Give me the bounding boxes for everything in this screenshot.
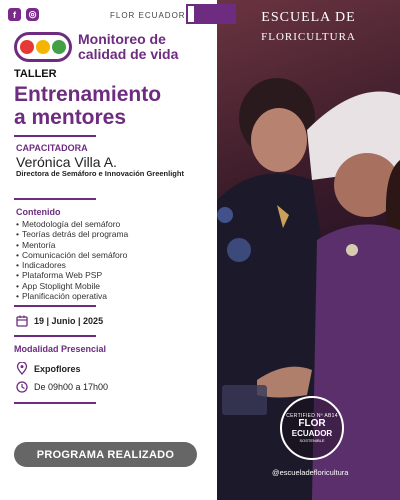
trainer-role: Directora de Semáforo e Innovación Greenlight bbox=[16, 169, 184, 178]
program-status-button[interactable]: PROGRAMA REALIZADO bbox=[14, 442, 197, 467]
event-place: Expoflores bbox=[34, 363, 81, 374]
list-item: • Comunicación del semáforo bbox=[16, 250, 128, 260]
calendar-icon bbox=[16, 315, 28, 327]
event-date: 19 | Junio | 2025 bbox=[34, 316, 104, 326]
photo-panel bbox=[217, 0, 400, 500]
instagram-icon[interactable]: ◎ bbox=[26, 8, 39, 21]
time-row bbox=[16, 381, 108, 393]
clock-icon bbox=[16, 381, 28, 393]
trainer-label: CAPACITADORA bbox=[16, 143, 88, 153]
social-handle[interactable]: @escueladefloricultura bbox=[272, 468, 349, 477]
social-links bbox=[8, 8, 39, 21]
list-item: • Planificación operativa bbox=[16, 291, 128, 301]
event-title: Entrenamiento a mentores bbox=[14, 83, 162, 129]
place-row bbox=[16, 362, 81, 375]
divider bbox=[14, 402, 96, 404]
school-title: ESCUELA DE FLORICULTURA bbox=[261, 10, 356, 43]
event-type: TALLER bbox=[14, 68, 57, 80]
logo-text: Monitoreo de calidad de vida bbox=[78, 31, 179, 62]
list-item: • App Stoplight Mobile bbox=[16, 281, 128, 291]
trainer-name: Verónica Villa A. bbox=[16, 154, 117, 170]
date-row bbox=[16, 315, 103, 327]
traffic-light-logo-icon bbox=[14, 32, 72, 62]
list-item: • Mentoría bbox=[16, 240, 128, 250]
list-item: • Metodología del semáforo bbox=[16, 219, 128, 229]
logo bbox=[14, 32, 178, 62]
content-list bbox=[16, 219, 128, 301]
brand-label: FLOR ECUADOR bbox=[110, 11, 186, 20]
modality-label: Modalidad Presencial bbox=[14, 344, 107, 354]
location-pin-icon bbox=[16, 362, 28, 375]
content-label: Contenido bbox=[16, 207, 61, 217]
event-time: De 09h00 a 17h00 bbox=[34, 382, 109, 392]
list-item: • Teorías detrás del programa bbox=[16, 229, 128, 239]
header-accent-block bbox=[186, 4, 236, 24]
list-item: • Indicadores bbox=[16, 260, 128, 270]
divider bbox=[14, 305, 96, 307]
divider bbox=[14, 335, 96, 337]
divider bbox=[14, 198, 96, 200]
facebook-icon[interactable]: f bbox=[8, 8, 21, 21]
divider bbox=[14, 135, 96, 137]
flor-ecuador-certificate-seal: CERTIFIED Nº AB14 FLOR ECUADOR SOSTENIBLE bbox=[280, 396, 344, 460]
list-item: • Plataforma Web PSP bbox=[16, 270, 128, 280]
